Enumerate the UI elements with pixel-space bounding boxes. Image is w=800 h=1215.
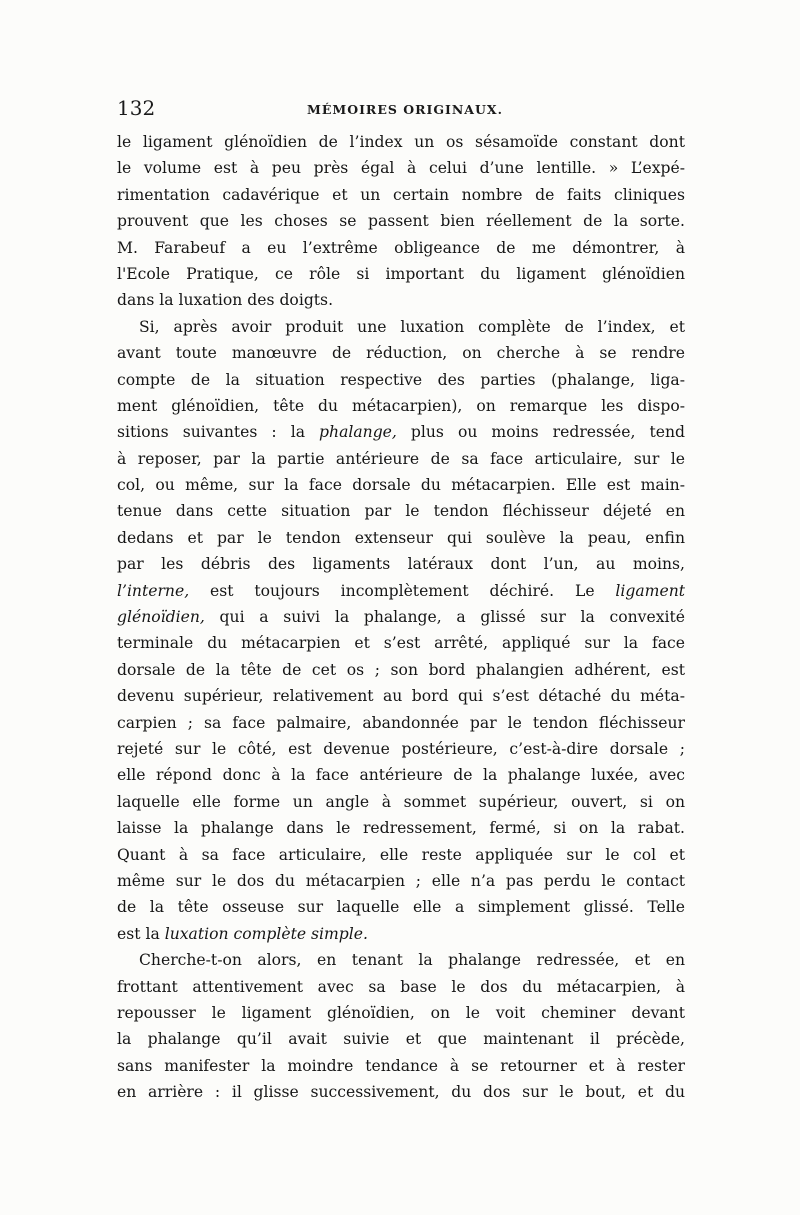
paragraph-end-line: est la luxation complète simple. <box>117 924 368 943</box>
paragraph-end-line: dans la luxation des doigts. <box>117 291 334 310</box>
text-line: laisse la phalange dans le redressement, fermé, si on la rabat. <box>117 819 685 838</box>
text-line: elle répond donc à la face antérieure de la phalange luxée, avec <box>117 766 685 785</box>
page-header <box>117 96 683 126</box>
body-text <box>117 129 685 1105</box>
text-line: frottant attentivement avec sa base le dos du métacarpien, à <box>117 977 685 996</box>
italic-term: l’interne, <box>117 581 190 600</box>
page-number: 132 <box>117 96 156 120</box>
italic-term: glénoïdien, <box>117 608 205 627</box>
text-line: l’interne, est toujours incomplètement déchiré. Le ligament <box>117 581 685 600</box>
text-line: avant toute manœuvre de réduction, on cherche à se rendre <box>117 344 685 363</box>
running-head: MÉMOIRES ORIGINAUX. <box>307 102 503 117</box>
text-line: le volume est à peu près égal à celui d’une lentille. » L’expé- <box>117 159 685 178</box>
text-line: rimentation cadavérique et un certain nombre de faits cliniques <box>117 185 685 204</box>
text-line: devenu supérieur, relativement au bord qui s’est détaché du méta- <box>117 687 685 706</box>
text-line: en arrière : il glisse successivement, du dos sur le bout, et du <box>117 1083 685 1102</box>
text-line: l'Ecole Pratique, ce rôle si important du ligament glénoïdien <box>117 264 685 283</box>
text-line: sitions suivantes : la phalange, plus ou moins redressée, tend <box>117 423 685 442</box>
text-line: tenue dans cette situation par le tendon fléchisseur déjeté en <box>117 502 685 521</box>
text-line: M. Farabeuf a eu l’extrême obligeance de me démontrer, à <box>117 238 685 257</box>
paragraph-start-line: Cherche-t-on alors, en tenant la phalange redressée, et en <box>139 951 685 970</box>
italic-term: phalange, <box>319 423 397 442</box>
text-line: laquelle elle forme un angle à sommet supérieur, ouvert, si on <box>117 792 685 811</box>
text-line: rejeté sur le côté, est devenue postérieure, c’est-à-dire dorsale ; <box>117 739 685 758</box>
text-line: dedans et par le tendon extenseur qui soulève la peau, enfin <box>117 528 685 547</box>
text-line: carpien ; sa face palmaire, abandonnée par le tendon fléchisseur <box>117 713 685 732</box>
text-line: par les débris des ligaments latéraux dont l’un, au moins, <box>117 555 685 574</box>
paragraph-start-line: Si, après avoir produit une luxation complète de l’index, et <box>139 317 685 336</box>
text-line: sans manifester la moindre tendance à se retourner et à rester <box>117 1056 685 1075</box>
text-line: de la tête osseuse sur laquelle elle a simplement glissé. Telle <box>117 898 685 917</box>
italic-term: luxation complète simple. <box>164 924 368 943</box>
text-line: glénoïdien, qui a suivi la phalange, a glissé sur la convexité <box>117 608 685 627</box>
text-line: Quant à sa face articulaire, elle reste appliquée sur le col et <box>117 845 685 864</box>
text-line: à reposer, par la partie antérieure de sa face articulaire, sur le <box>117 449 685 468</box>
text-line: terminale du métacarpien et s’est arrêté, appliqué sur la face <box>117 634 685 653</box>
text-line: dorsale de la tête de cet os ; son bord phalangien adhérent, est <box>117 660 685 679</box>
text-line: la phalange qu’il avait suivie et que maintenant il précède, <box>117 1030 685 1049</box>
text-line: ment glénoïdien, tête du métacarpien), on remarque les dispo- <box>117 396 685 415</box>
italic-term: ligament <box>615 581 685 600</box>
text-line: même sur le dos du métacarpien ; elle n’a pas perdu le contact <box>117 871 685 890</box>
text-line: prouvent que les choses se passent bien réellement de la sorte. <box>117 212 685 231</box>
text-line: repousser le ligament glénoïdien, on le voit cheminer devant <box>117 1003 685 1022</box>
text-line: compte de la situation respective des parties (phalange, liga- <box>117 370 685 389</box>
text-line: col, ou même, sur la face dorsale du métacarpien. Elle est main- <box>117 476 685 495</box>
text-line: le ligament glénoïdien de l’index un os sésamoïde constant dont <box>117 133 685 151</box>
